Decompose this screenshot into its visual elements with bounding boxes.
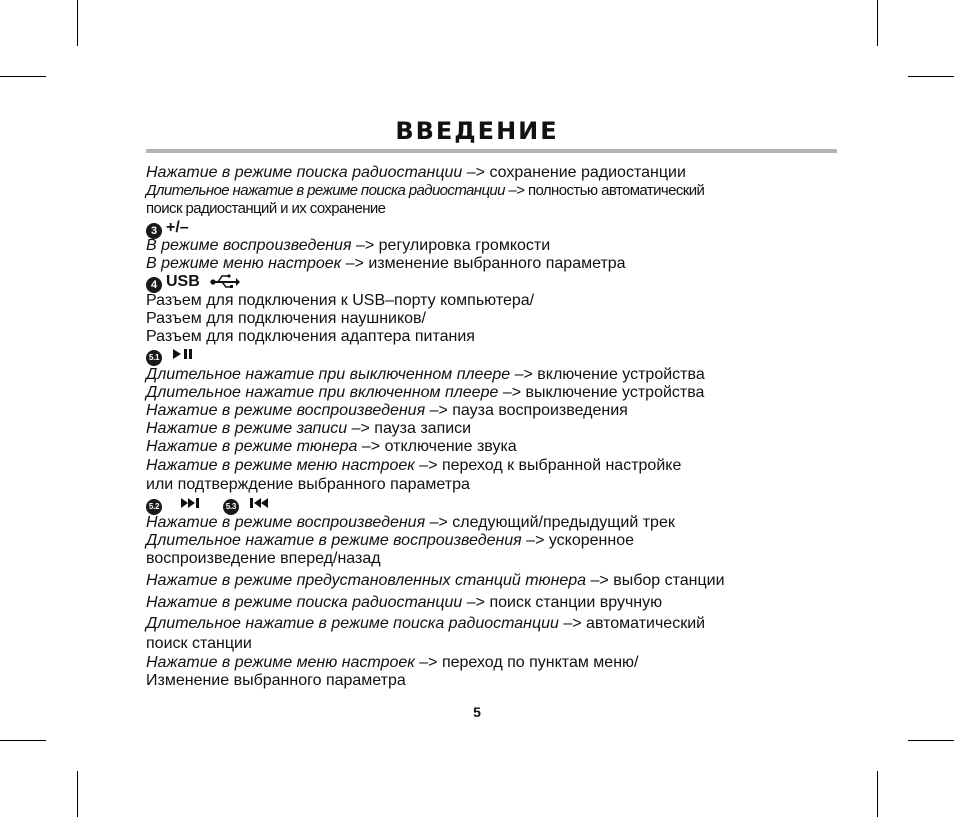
line-condition: Нажатие в режиме записи <box>146 420 352 437</box>
text-line <box>146 438 517 456</box>
page-title: ВВЕДЕНИЕ <box>395 117 559 145</box>
line-condition: Нажатие в режиме поиска радиостанции <box>146 594 467 611</box>
number-badge: 5.3 <box>223 499 239 515</box>
text-line <box>146 420 471 438</box>
line-condition: Длительное нажатие при выключенном плеере <box>146 366 515 383</box>
text-line <box>146 384 704 402</box>
line-action: или подтверждение выбранного параметра <box>146 476 470 493</box>
crop-mark <box>908 740 954 741</box>
section-heading-4 <box>146 273 240 293</box>
text-line <box>146 615 705 633</box>
line-action: –> полностью автоматический <box>508 182 705 199</box>
line-action: –> пауза записи <box>351 420 472 437</box>
line-action: Разъем для подключения к USB–порту компьютера/ <box>146 292 535 309</box>
line-action: –> изменение выбранного параметра <box>345 255 626 272</box>
text-line <box>146 237 550 255</box>
text-line <box>146 594 662 612</box>
line-action: воспроизведение вперед/назад <box>146 550 381 567</box>
prev-track-icon <box>249 497 271 509</box>
line-action: –> сохранение радиостанции <box>466 164 686 181</box>
text-line <box>146 328 475 346</box>
text-line <box>146 672 406 690</box>
text-line <box>146 476 470 494</box>
volume-label: +/– <box>166 219 189 236</box>
section-heading-5-1 <box>146 345 194 366</box>
crop-mark <box>908 76 954 77</box>
line-condition: Длительное нажатие в режиме поиска радиостанции <box>146 182 509 199</box>
usb-icon <box>210 274 240 288</box>
line-condition: Нажатие в режиме поиска радиостанции <box>146 164 467 181</box>
line-condition: В режиме меню настроек <box>146 255 346 272</box>
line-action: –> выбор станции <box>590 572 725 589</box>
line-action: –> отключение звука <box>361 438 517 455</box>
line-action: –> следующий/предыдущий трек <box>429 514 675 531</box>
line-action: Изменение выбранного параметра <box>146 672 406 689</box>
section-heading-3 <box>146 219 189 239</box>
line-condition: Нажатие в режиме воспроизведения <box>146 402 430 419</box>
next-track-icon <box>180 497 202 509</box>
crop-mark <box>77 0 78 46</box>
line-action: –> переход по пунктам меню/ <box>419 654 639 671</box>
line-condition: Нажатие в режиме тюнера <box>146 438 362 455</box>
line-action: –> поиск станции вручную <box>466 594 663 611</box>
line-condition: Длительное нажатие в режиме поиска радиостанции <box>146 615 564 632</box>
line-condition: Нажатие в режиме предустановленных станций тюнера <box>146 572 591 589</box>
line-action: Разъем для подключения наушников/ <box>146 310 426 327</box>
number-badge: 5.2 <box>146 499 162 515</box>
line-condition: Нажатие в режиме меню настроек <box>146 457 420 474</box>
text-line <box>146 310 426 328</box>
crop-mark <box>0 76 46 77</box>
line-condition: Длительное нажатие в режиме воспроизведения <box>146 532 527 549</box>
title-underline <box>146 149 837 153</box>
text-line <box>146 402 628 420</box>
crop-mark <box>0 740 46 741</box>
text-line <box>146 164 686 182</box>
text-line <box>146 457 681 475</box>
text-line <box>146 200 385 218</box>
number-badge: 3 <box>146 223 162 239</box>
text-line <box>146 635 252 653</box>
text-line <box>146 366 705 384</box>
crop-mark <box>877 771 878 817</box>
crop-mark <box>877 0 878 46</box>
line-condition: Нажатие в режиме воспроизведения <box>146 514 430 531</box>
line-action: –> ускоренное <box>526 532 635 549</box>
text-line <box>146 182 704 200</box>
line-action: поиск станции <box>146 635 252 652</box>
line-action: –> включение устройства <box>514 366 705 383</box>
number-badge: 4 <box>146 277 162 293</box>
line-action: поиск радиостанций и их сохранение <box>146 200 386 217</box>
line-action: –> пауза воспроизведения <box>429 402 628 419</box>
number-badge: 5.1 <box>146 350 162 366</box>
line-action: –> автоматический <box>563 615 706 632</box>
text-line <box>146 572 725 590</box>
line-action: –> выключение устройства <box>502 384 705 401</box>
line-condition: В режиме воспроизведения <box>146 237 356 254</box>
text-line <box>146 532 634 550</box>
line-action: Разъем для подключения адаптера питания <box>146 328 475 345</box>
line-action: –> регулировка громкости <box>355 237 551 254</box>
section-heading-5-2-5-3 <box>146 494 271 515</box>
usb-label: USB <box>166 273 200 290</box>
text-line <box>146 550 381 568</box>
play-pause-icon <box>172 348 194 360</box>
text-line <box>146 292 534 310</box>
line-action: –> переход к выбранной настройке <box>419 457 682 474</box>
line-condition: Нажатие в режиме меню настроек <box>146 654 420 671</box>
text-line <box>146 654 638 672</box>
line-condition: Длительное нажатие при включенном плеере <box>146 384 503 401</box>
crop-mark <box>77 771 78 817</box>
text-line <box>146 255 626 273</box>
page-number: 5 <box>473 704 481 720</box>
text-line <box>146 514 675 532</box>
